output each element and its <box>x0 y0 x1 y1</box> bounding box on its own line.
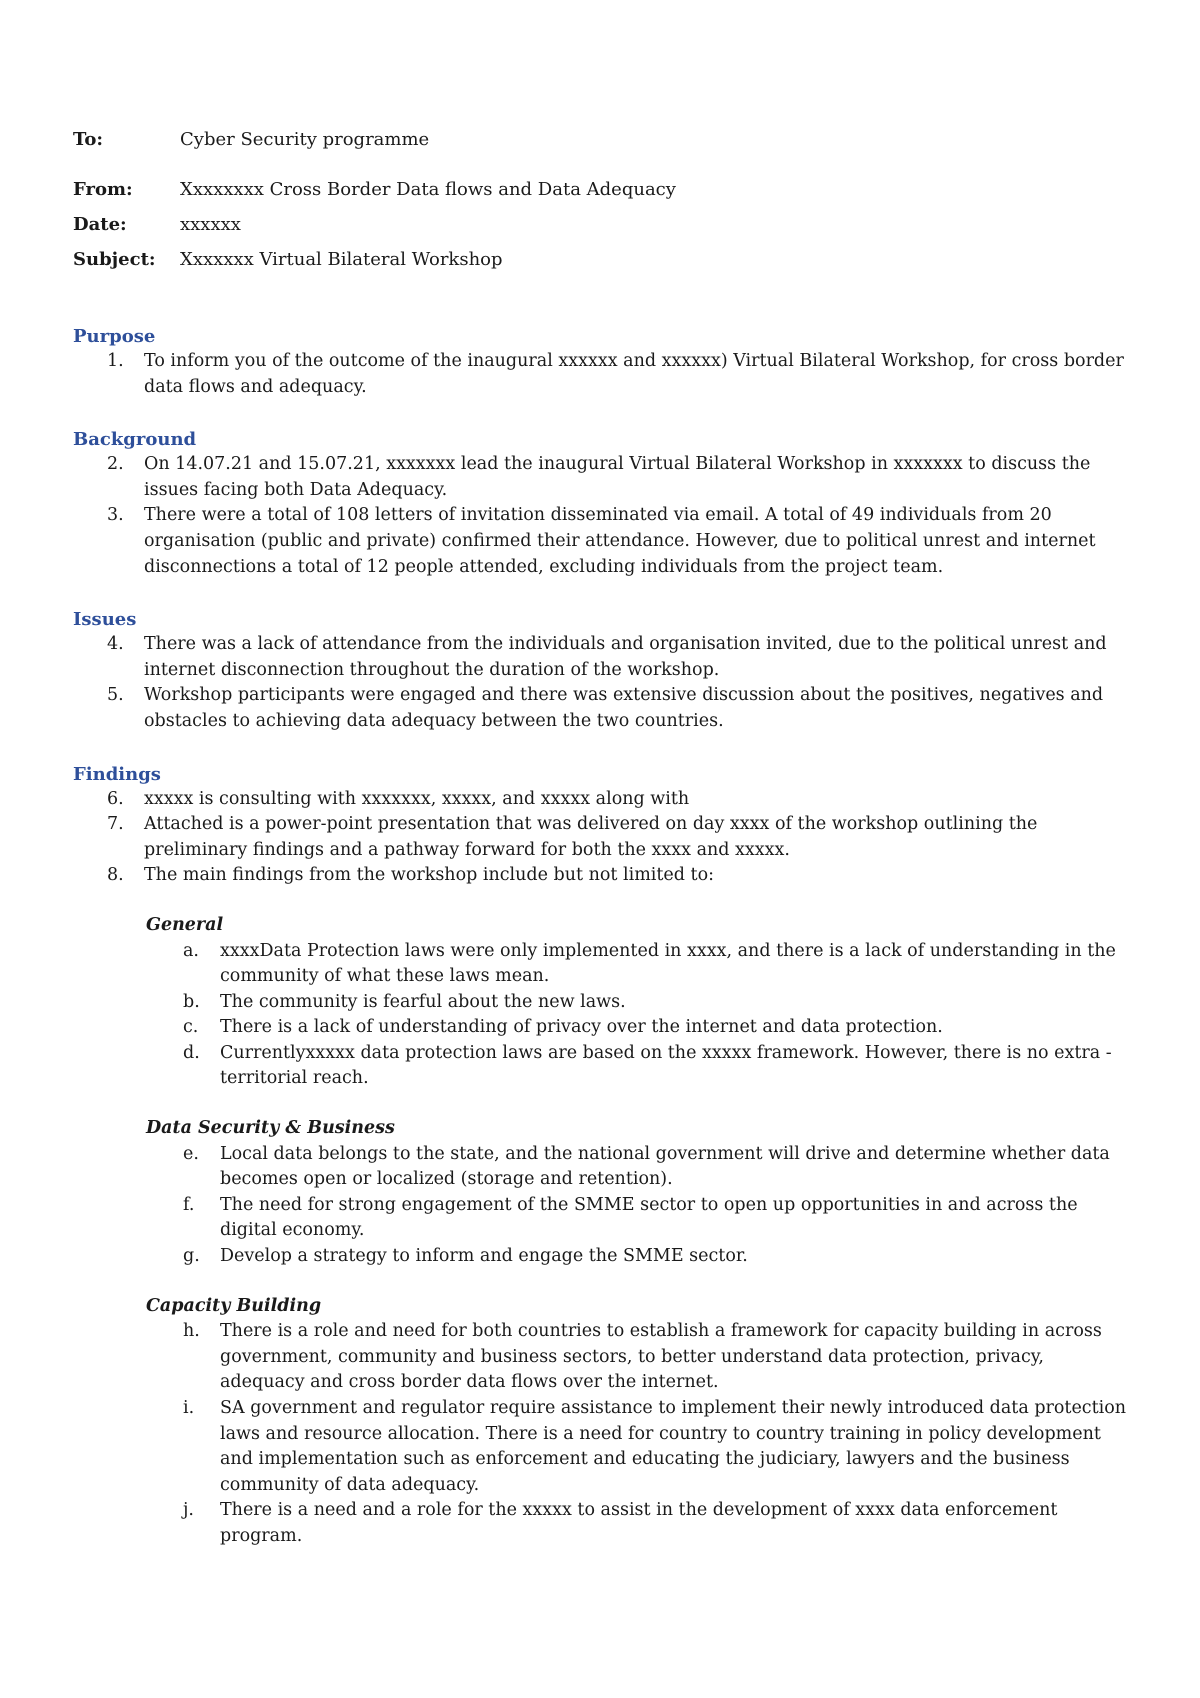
list-letter: b. <box>183 991 200 1012</box>
list-item <box>183 1319 1133 1396</box>
section-heading-purpose: Purpose <box>73 326 156 347</box>
memo-to-label: To: <box>73 129 103 150</box>
memo-to-row <box>73 128 1073 152</box>
list-number: 6. <box>107 788 124 809</box>
list-letter: f. <box>183 1194 195 1215</box>
memo-subject-value: Xxxxxxx Virtual Bilateral Workshop <box>180 249 503 270</box>
list-text: SA government and regulator require assistance to implement their newly introduced data protection laws and resource allocation. There is a need for country to country training in policy development and implementation such as enforcement and educating the judiciary, lawyers and the business community of data adequacy. <box>220 1398 1127 1495</box>
list-number: 4. <box>107 634 124 655</box>
list-item <box>183 1396 1133 1498</box>
list-letter: i. <box>183 1398 195 1418</box>
list-item <box>107 452 1133 503</box>
list-item <box>183 1015 1133 1041</box>
subsection-heading-general: General <box>146 914 224 935</box>
list-item <box>107 683 1133 734</box>
memo-date-value: xxxxxx <box>180 214 241 235</box>
list-item <box>183 1244 1133 1270</box>
list-item <box>183 1041 1133 1092</box>
list-text: The community is fearful about the new laws. <box>220 991 626 1012</box>
list-item <box>183 1142 1133 1193</box>
list-number: 5. <box>107 685 124 706</box>
list-item <box>107 503 1133 580</box>
list-letter: d. <box>183 1042 200 1063</box>
list-letter: e. <box>183 1143 199 1164</box>
list-number: 1. <box>107 351 124 371</box>
list-text: There is a lack of understanding of privacy over the internet and data protection. <box>220 1017 943 1038</box>
list-item <box>183 990 1133 1016</box>
list-text: There were a total of 108 letters of invitation disseminated via email. A total of 49 individuals from 20 organisation (public and private) confirmed their attendance. However, due to political unrest and internet disconnections a total of 12 people attended, excluding individuals from the project team. <box>144 505 1096 577</box>
list-text: The need for strong engagement of the SMME sector to open up opportunities in and across the digital economy. <box>220 1194 1078 1241</box>
memo-from-row <box>73 178 1073 202</box>
list-text: Local data belongs to the state, and the national government will drive and determine whether data becomes open or localized (storage and retention). <box>220 1143 1110 1190</box>
section-heading-background: Background <box>73 429 197 451</box>
memo-date-label: Date: <box>73 214 127 235</box>
list-text: The main findings from the workshop include but not limited to: <box>144 865 715 886</box>
list-item <box>107 632 1133 683</box>
subsection-heading-data-security: Data Security & Business <box>146 1118 395 1139</box>
section-purpose <box>73 325 1133 400</box>
list-text: Currentlyxxxxx data protection laws are based on the xxxxx framework. However, there is no extra -territorial reach. <box>220 1042 1112 1089</box>
list-item <box>107 349 1133 400</box>
memo-header <box>73 128 1073 272</box>
list-number: 2. <box>107 454 124 475</box>
section-heading-issues: Issues <box>73 609 137 631</box>
list-text: To inform you of the outcome of the inaugural xxxxxx and xxxxxx) Virtual Bilateral Workshop, for cross border data flows and adequacy. <box>144 351 1124 397</box>
list-letter: j. <box>183 1500 194 1521</box>
list-text: Workshop participants were engaged and there was extensive discussion about the positives, negatives and obstacles to achieving data adequacy between the two countries. <box>144 685 1104 731</box>
memo-from-value: Xxxxxxxx Cross Border Data flows and Data Adequacy <box>180 179 676 200</box>
memo-body <box>73 325 1133 1550</box>
list-letter: h. <box>183 1321 200 1342</box>
list-letter: c. <box>183 1017 199 1038</box>
list-letter: g. <box>183 1246 200 1267</box>
section-issues <box>73 608 1133 734</box>
list-item <box>107 812 1133 863</box>
memo-subject-row <box>73 248 1073 272</box>
list-text: There is a role and need for both countries to establish a framework for capacity building in across government, community and business sectors, to better understand data protection, privacy, adequacy and cross border data flows over the internet. <box>220 1321 1102 1393</box>
list-item <box>107 787 1133 813</box>
section-heading-findings: Findings <box>73 763 161 785</box>
list-number: 7. <box>107 814 124 835</box>
memo-from-label: From: <box>73 179 133 200</box>
memo-date-row <box>73 213 1073 237</box>
memo-subject-label: Subject: <box>73 249 156 270</box>
section-findings <box>73 763 1133 1550</box>
list-item <box>183 1193 1133 1244</box>
list-text: xxxxData Protection laws were only implemented in xxxx, and there is a lack of understanding in the community of what these laws mean. <box>220 940 1116 987</box>
list-text: Attached is a power-point presentation that was delivered on day xxxx of the workshop outlining the preliminary findings and a pathway forward for both the xxxx and xxxxx. <box>144 814 1038 860</box>
list-text: There is a need and a role for the xxxxx to assist in the development of xxxx data enforcement program. <box>220 1500 1058 1546</box>
list-text: On 14.07.21 and 15.07.21, xxxxxxx lead the inaugural Virtual Bilateral Workshop in xxxxxxx to discuss the issues facing both Data Adequacy. <box>144 454 1091 500</box>
list-text: There was a lack of attendance from the individuals and organisation invited, due to the political unrest and internet disconnection throughout the duration of the workshop. <box>144 634 1107 680</box>
list-letter: a. <box>183 940 199 961</box>
list-text: xxxxx is consulting with xxxxxxx, xxxxx, and xxxxx along with <box>144 788 690 809</box>
list-item <box>183 939 1133 990</box>
list-text: Develop a strategy to inform and engage the SMME sector. <box>220 1246 748 1267</box>
list-number: 3. <box>107 505 124 526</box>
subsection-heading-capacity-building: Capacity Building <box>146 1295 322 1316</box>
list-item <box>183 1498 1133 1549</box>
section-background <box>73 428 1133 580</box>
list-number: 8. <box>107 865 124 886</box>
list-item <box>107 863 1133 889</box>
memo-to-value: Cyber Security programme <box>180 129 430 150</box>
